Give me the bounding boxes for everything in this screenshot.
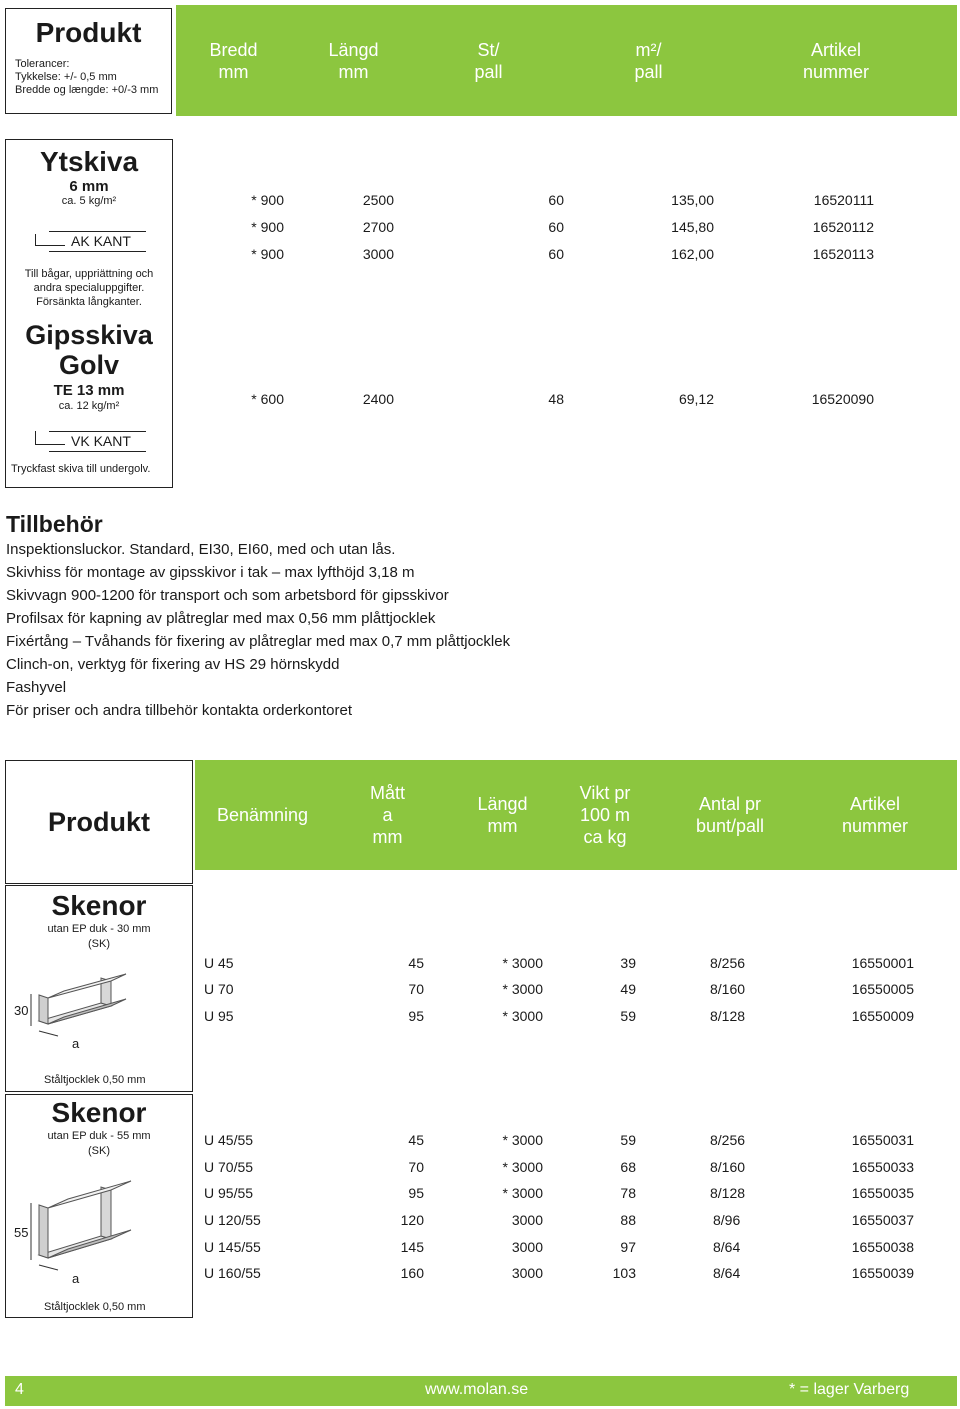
edge-profile-line [35,431,36,445]
cell-benamning: U 70/55 [204,1159,254,1175]
edge-profile-line [35,245,65,246]
edge-profile-line [49,231,146,232]
product-title: Produkt [35,17,142,48]
col-header-vikt: Vikt pr 100 m ca kg [579,783,631,847]
accessory-item: För priser och andra tillbehör kontakta orderkontoret [6,702,353,719]
cell-langd: 2700 [362,219,394,235]
cell-artikel: 16550037 [851,1212,914,1228]
tolerance-line: Tykkelse: +/- 0,5 mm [15,71,117,83]
cell-vikt: 97 [620,1239,636,1255]
col-header-bredd: Bredd mm [209,39,258,82]
page-number: 4 [15,1381,24,1398]
cell-vikt: 59 [620,1132,636,1148]
cell-antal: 8/160 [710,1159,746,1175]
cell-benamning: U 120/55 [204,1212,261,1228]
cell-langd: 2500 [362,192,394,208]
col-header-langd: Längd mm [477,794,528,836]
stock-note: * = lager Varberg [789,1381,910,1398]
cell-artikel: 16550001 [851,955,914,971]
col-header-artikel: Artikel nummer [802,39,869,82]
tolerance-line: Tolerancer: [15,58,70,70]
dimension-height: 55 [14,1225,29,1240]
cell-artikel: 16550033 [851,1159,914,1175]
tillbehor-title: Tillbehör [6,511,103,537]
cell-matt: 95 [408,1008,424,1024]
cell-langd: * 3000 [502,1159,543,1175]
golv-title-1: Gipsskiva [25,320,153,350]
tolerance-line: Bredde og længde: +0/-3 mm [15,84,159,96]
cell-antal: 8/256 [710,955,746,971]
cell-langd: * 3000 [502,955,543,971]
col-header-st-pall: St/ pall [474,39,503,82]
cell-antal: 8/256 [710,1132,746,1148]
accessory-item: Clinch-on, verktyg för fixering av HS 29 hörnskydd [6,656,340,673]
skenor-code: (SK) [88,1145,110,1157]
ytskiva-title: Ytskiva [39,146,139,177]
cell-st-pall: 60 [548,246,564,262]
cell-artikel: 16550005 [851,981,914,997]
cell-langd: 2400 [362,391,394,407]
steel-thickness: Ståltjocklek 0,50 mm [44,1074,146,1086]
skenor-title: Skenor [51,890,147,921]
cell-vikt: 88 [620,1212,636,1228]
accessory-item: Fixértång – Tvåhands för fixering av plåtreglar med max 0,7 mm plåttjocklek [6,633,511,650]
cell-m2-pall: 135,00 [671,192,714,208]
cell-matt: 160 [400,1265,424,1281]
cell-st-pall: 48 [548,391,564,407]
sheet-product-panel [5,139,173,488]
vk-kant-label: VK KANT [71,433,131,449]
cell-matt: 145 [400,1239,424,1255]
cell-antal: 8/64 [713,1239,741,1255]
col-header-benamning: Benämning [216,805,309,825]
column-header-bar-2 [195,760,957,870]
footer-bar [5,1376,957,1406]
cell-vikt: 103 [612,1265,636,1281]
cell-bredd: * 600 [251,391,284,407]
cell-matt: 45 [408,955,424,971]
skenor-code: (SK) [88,938,110,950]
cell-benamning: U 145/55 [204,1239,261,1255]
cell-artikel: 16520112 [812,219,874,235]
website-link[interactable]: www.molan.se [425,1381,529,1398]
cell-matt: 95 [408,1185,424,1201]
cell-m2-pall: 69,12 [678,391,714,407]
accessory-item: Skivvagn 900-1200 för transport och som arbetsbord för gipsskivor [6,587,449,604]
cell-langd: 3000 [511,1265,543,1281]
cell-matt: 120 [400,1212,424,1228]
cell-vikt: 59 [620,1008,636,1024]
cell-artikel: 16550039 [851,1265,914,1281]
cell-vikt: 39 [620,955,636,971]
golv-title-2: Golv [58,350,119,380]
cell-artikel: 16550038 [851,1239,914,1255]
cell-artikel: 16520111 [813,192,874,208]
steel-thickness: Ståltjocklek 0,50 mm [44,1301,146,1313]
col-header-matt: Mått a mm [369,783,405,847]
cell-matt: 70 [408,1159,424,1175]
cell-st-pall: 60 [548,219,564,235]
edge-profile-line [49,451,146,452]
cell-antal: 8/160 [710,981,746,997]
accessory-item: Inspektionsluckor. Standard, EI30, EI60, med och utan lås. [6,541,396,558]
golv-weight: ca. 12 kg/m² [58,400,120,412]
cell-matt: 45 [408,1132,424,1148]
cell-bredd: * 900 [251,219,284,235]
cell-m2-pall: 162,00 [671,246,714,262]
cell-vikt: 78 [620,1185,636,1201]
edge-profile-line [35,444,65,445]
cell-benamning: U 45/55 [204,1132,254,1148]
ytskiva-thickness: 6 mm [69,178,109,195]
cell-langd: 3000 [511,1239,543,1255]
col-header-m2-pall: m²/ pall [634,39,663,82]
cell-benamning: U 95/55 [204,1185,254,1201]
ytskiva-weight: ca. 5 kg/m² [61,195,117,207]
cell-antal: 8/128 [710,1008,746,1024]
cell-antal: 8/64 [713,1265,741,1281]
col-header-antal: Antal pr bunt/pall [695,794,765,836]
col-header-artikel-2: Artikel nummer [841,794,908,836]
cell-langd: 3000 [362,246,394,262]
cell-benamning: U 160/55 [204,1265,261,1281]
dimension-height: 30 [14,1003,29,1018]
skenor-title: Skenor [51,1097,147,1128]
cell-langd: * 3000 [502,1185,543,1201]
skenor-subtitle: utan EP duk - 55 mm [47,1130,151,1142]
u-profile-drawing [6,1095,192,1317]
ak-kant-label: AK KANT [71,233,131,249]
cell-langd: * 3000 [502,1008,543,1024]
edge-profile-line [49,251,146,252]
ytskiva-desc: andra specialuppgifter. [33,282,145,294]
skenor-30-panel [5,885,193,1092]
golv-thickness: TE 13 mm [53,382,125,399]
dimension-a: a [72,1271,80,1286]
ytskiva-desc: Till bågar, uppriättning och [24,268,154,280]
golv-desc: Tryckfast skiva till undergolv. [11,463,151,475]
cell-artikel: 16520090 [811,391,874,407]
ytskiva-desc: Försänkta långkanter. [36,296,142,308]
cell-matt: 70 [408,981,424,997]
cell-langd: * 3000 [502,1132,543,1148]
accessory-item: Fashyvel [6,679,67,696]
cell-benamning: U 95 [204,1008,234,1024]
cell-langd: 3000 [511,1212,543,1228]
cell-artikel: 16550031 [851,1132,914,1148]
cell-antal: 8/96 [713,1212,741,1228]
edge-profile-line [49,431,146,432]
cell-vikt: 68 [620,1159,636,1175]
dimension-a: a [72,1036,80,1051]
cell-artikel: 16550035 [851,1185,914,1201]
cell-st-pall: 60 [548,192,564,208]
cell-antal: 8/128 [710,1185,746,1201]
cell-benamning: U 70 [204,981,234,997]
col-header-langd: Längd mm [328,39,379,82]
cell-artikel: 16550009 [851,1008,914,1024]
cell-artikel: 16520113 [812,246,874,262]
accessory-item: Profilsax för kapning av plåtreglar med max 0,56 mm plåttjocklek [6,610,436,627]
column-header-bar [176,5,957,116]
cell-bredd: * 900 [251,192,284,208]
skenor-55-panel [5,1094,193,1318]
cell-benamning: U 45 [204,955,234,971]
product-header-box [5,8,172,114]
cell-bredd: * 900 [251,246,284,262]
cell-vikt: 49 [620,981,636,997]
u-profile-drawing [6,886,192,1091]
product-header-2: Produkt [5,760,193,884]
cell-m2-pall: 145,80 [671,219,714,235]
cell-langd: * 3000 [502,981,543,997]
skenor-subtitle: utan EP duk - 30 mm [47,923,151,935]
accessory-item: Skivhiss för montage av gipsskivor i tak – max lyfthöjd 3,18 m [6,564,415,581]
